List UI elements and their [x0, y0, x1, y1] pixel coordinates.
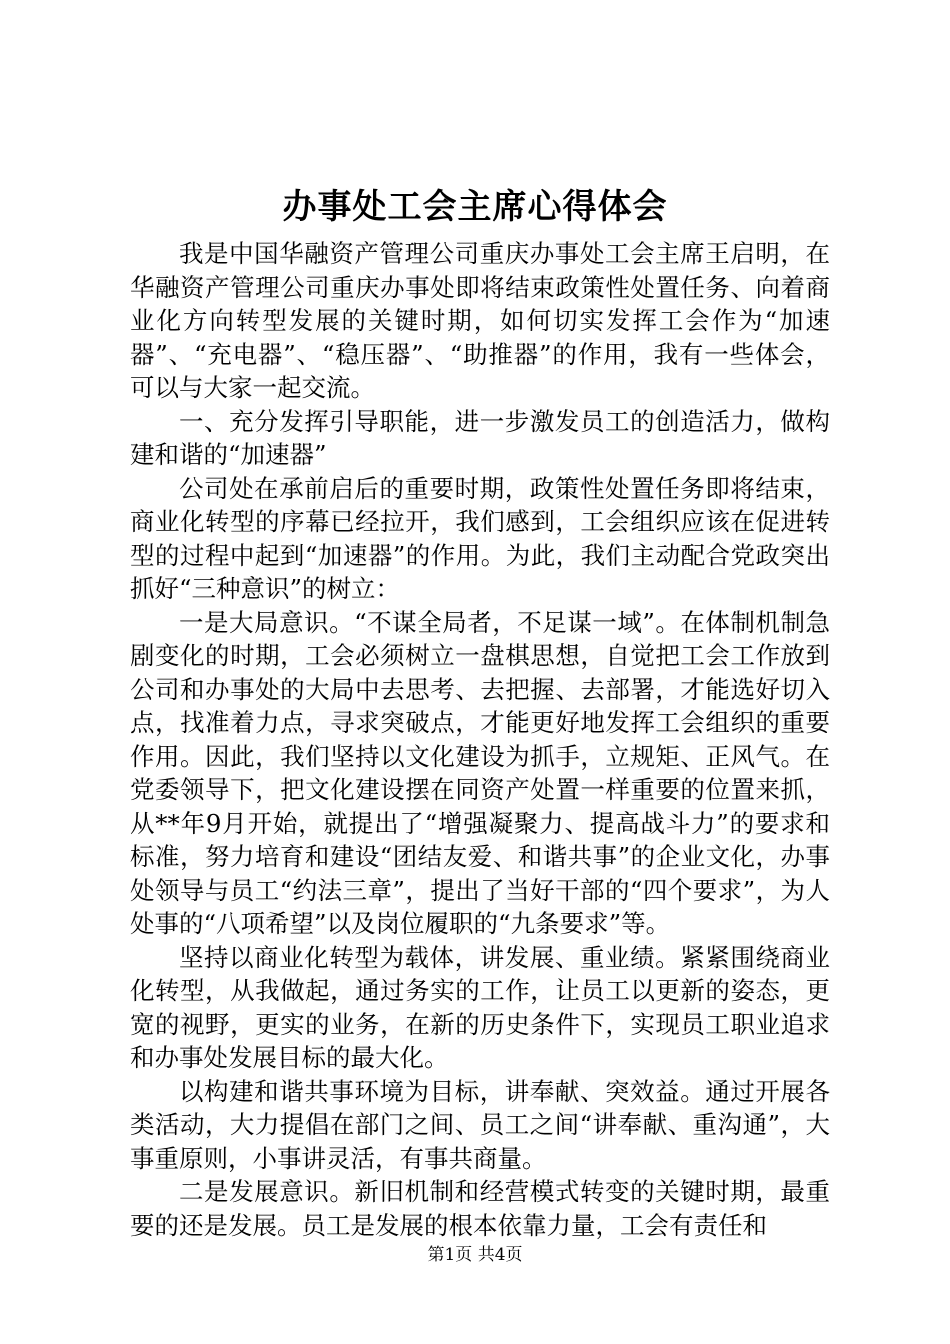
paragraph: 坚持以商业化转型为载体，讲发展、重业绩。紧紧围绕商业化转型，从我做起，通过务实的工作，让员工以更新的姿态，更宽的视野，更实的业务，在新的历史条件下，实现员工职业追求和办事处发展目标的最大化。 — [130, 942, 830, 1072]
document-title: 办事处工会主席心得体会 — [282, 187, 668, 227]
paragraph: 公司处在承前启后的重要时期，政策性处置任务即将结束，商业化转型的序幕已经拉开，我们感到，工会组织应该在促进转型的过程中起到“加速器”的作用。为此，我们主动配合党政突出抓好“三种意识”的树立： — [130, 473, 830, 603]
page-number-footer: 第1页 共4页 — [427, 1245, 523, 1265]
paragraph: 二是发展意识。新旧机制和经营模式转变的关键时期，最重要的还是发展。员工是发展的根本依靠力量，工会有责任和 — [130, 1177, 830, 1240]
paragraph: 以构建和谐共事环境为目标，讲奉献、突效益。通过开展各类活动，大力提倡在部门之间、员工之间“讲奉献、重沟通”，大事重原则，小事讲灵活，有事共商量。 — [130, 1076, 830, 1173]
paragraph-intro: 我是中国华融资产管理公司重庆办事处工会主席王启明，在华融资产管理公司重庆办事处即将结束政策性处置任务、向着商业化方向转型发展的关键时期，如何切实发挥工会作为“加速器”、“充电器”、“稳压器”、“助推器”的作用，我有一些体会，可以与大家一起交流。 — [130, 239, 830, 402]
document-body — [130, 237, 830, 1242]
paragraph-section-heading: 一、充分发挥引导职能，进一步激发员工的创造活力，做构建和谐的“加速器” — [130, 406, 830, 469]
paragraph: 一是大局意识。“不谋全局者，不足谋一域”。在体制机制急剧变化的时期，工会必须树立一盘棋思想，自觉把工会工作放到公司和办事处的大局中去思考、去把握、去部署，才能选好切入点，找准着力点，寻求突破点，才能更好地发挥工会组织的重要作用。因此，我们坚持以文化建设为抓手，立规矩、正风气。在党委领导下，把文化建设摆在同资产处置一样重要的位置来抓，从**年9月开始，就提出了“增强凝聚力、提高战斗力”的要求和标准，努力培育和建设“团结友爱、和谐共事”的企业文化，办事处领导与员工“约法三章”，提出了当好干部的“四个要求”，为人处事的“八项希望”以及岗位履职的“九条要求”等。 — [130, 607, 830, 938]
